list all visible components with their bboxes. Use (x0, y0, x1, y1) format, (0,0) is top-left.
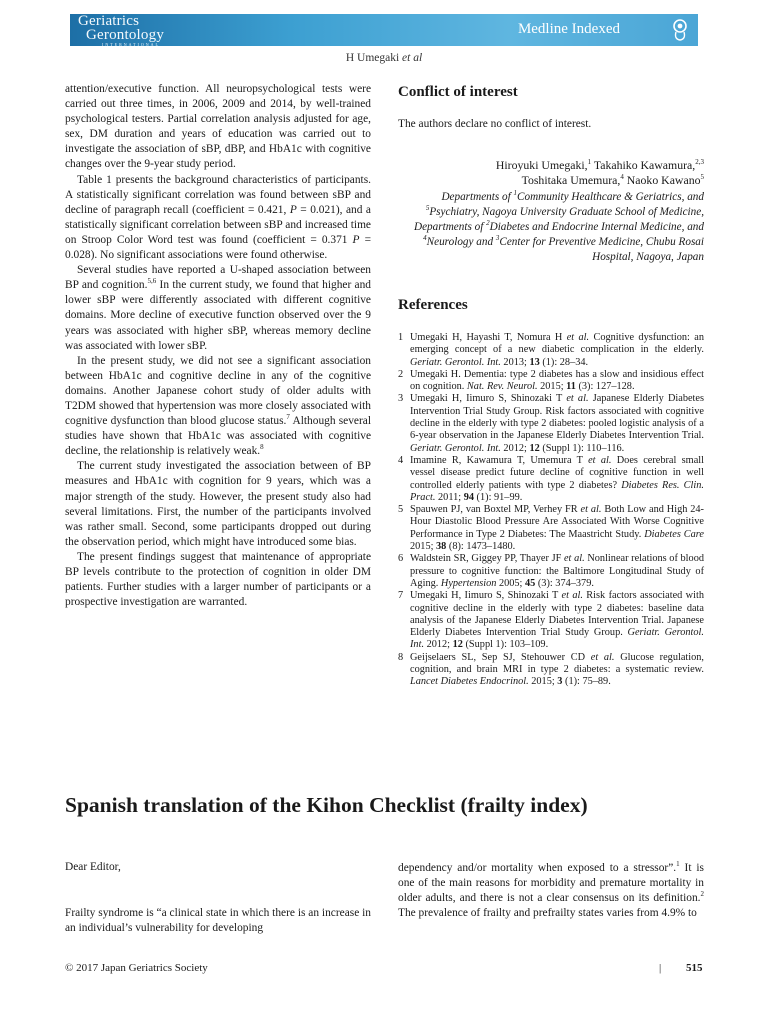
stethoscope-icon (670, 17, 690, 43)
footer-separator: | (659, 962, 662, 974)
affiliation-line: Departments of $^2$Diabetes and Endocrine Internal Medicine, and (414, 219, 704, 233)
body-paragraph: The current study investigated the association between of BP measures and HbA1c with cognition for 9 years, which was a major strength of the study. However, the present study also had several limitations. First, the number of the participants involved was rather small. Second, some participants dropped out during the observation period, which might have introduced some bias. (65, 460, 371, 548)
running-head (0, 52, 768, 64)
left-column-body (65, 82, 371, 610)
copyright-notice: © 2017 Japan Geriatrics Society (65, 962, 208, 974)
affiliation-line: $^5$Psychiatry, Nagoya University Graduate School of Medicine, (425, 204, 704, 218)
reference-number: 3 (398, 393, 404, 405)
body-paragraph: In the present study, we did not see a significant association between HbA1c and cognitive decline in any of the cognitive domains. Another Japanese cohort study of older adults with T2DM showed that hypertension was more closely associated with cognitive dysfunction than blood glucose status.$^7$ Although several studies have shown that HbA1c was associated with cognitive decline, the relationship is relatively weak.$^8$ (65, 354, 371, 458)
reference-number: 8 (398, 651, 404, 663)
body-paragraph: The present findings suggest that maintenance of appropriate BP levels contribute to the protection of cognition in older DM patients. Further studies with a larger number of participants or a prospective investigation are warranted. (65, 550, 371, 609)
author-affiliations (398, 190, 704, 265)
body-paragraph: Several studies have reported a U-shaped association between BP and cognition.$^{5,6}$ In the current study, we found that higher and lower sBP were differently associated with different cognitive domains. More decline of executive function observed over the 9 years was associated with higher sBP, whereas memory decline was associated with lower sBP. (65, 264, 371, 352)
affiliation-line: $^4$Neurology and $^3$Center for Preventive Medicine, Chubu Rosai (423, 234, 704, 248)
medline-indexed-label: Medline Indexed (517, 21, 620, 37)
reference-number: 4 (398, 454, 404, 466)
page-number: 515 (686, 962, 703, 974)
reference-item: 7 Umegaki H, Iimuro S, Shinozaki T et al. Risk factors associated with cognitive decline in the elderly with type 2 diabetes: baseline data analysis of the Japanese Elderly Diabetes Intervention Trial. Japanese Elderly Diabetes Intervention Trial Study Group. Geriatr. Gerontol. Int. 2012; 12 (Suppl 1): 103–109. (398, 590, 704, 651)
affiliation-line: Departments of $^1$Community Healthcare & Geriatrics, and (441, 189, 704, 203)
author-list (398, 158, 704, 188)
body-paragraph: Table 1 presents the background characteristics of participants. A statistically significant correlation was found between sBP and decline of paragraph recall (coefficient = 0.421, P = 0.021), and a statistically significant correlation between sBP and increased time on Stroop Color Word test was found (coefficient = 0.371 P = 0.028). No significant associations were found otherwise. (65, 173, 371, 262)
running-head-etal: et al (402, 52, 423, 64)
reference-item: 6 Waldstein SR, Giggey PP, Thayer JF et al. Nonlinear relations of blood pressure to cognitive function: the Baltimore Longitudinal Study of Aging. Hypertension 2005; 45 (3): 374–379. (398, 553, 704, 589)
letter-intro-left: Frailty syndrome is “a clinical state in which there is an increase in an individual’s vulnerability for developing (65, 907, 371, 935)
reference-item: 2 Umegaki H. Dementia: type 2 diabetes has a slow and insidious effect on cognition. Nat. Rev. Neurol. 2015; 11 (3): 127–128. (398, 368, 704, 393)
letter-intro-right: dependency and/or mortality when exposed to a stressor”.$^1$ It is one of the main reasons for morbidity and premature mortality in older adults, and there is not a clear consensus on its definition.$^2$ The prevalence of frailty and prefrailty states varies from 4.9% to (398, 860, 704, 920)
reference-item: 4 Imamine R, Kawamura T, Umemura T et al. Does cerebral small vessel disease predict future decline of cognitive function in well controlled elderly patients with type 2 diabetes? Diabetes Res. Clin. Pract. 2011; 94 (1): 91–99. (398, 454, 704, 503)
reference-number: 1 (398, 332, 404, 343)
logo-line-2: Gerontology (86, 27, 165, 43)
affiliation-line: Hospital, Nagoya, Japan (592, 251, 704, 263)
reference-number: 5 (398, 504, 404, 516)
logo-line-3: INTERNATIONAL (102, 42, 160, 47)
article-title: Spanish translation of the Kihon Checklist (frailty index) (65, 793, 588, 817)
body-paragraph: attention/executive function. All neuropsychological tests were carried out three times, in 2006, 2009 and 2014, by well-trained psychological testers. Partial correlation analysis adjusted for age, sex, DM duration and years of education was carried out to investigate the association of sBP, dBP, and HbA1c with cognitive changes over the 9-year study period. (65, 83, 371, 171)
letter-salutation: Dear Editor, (65, 861, 121, 873)
logo-line-1: Geriatrics (78, 13, 140, 29)
running-head-author: H Umegaki (345, 52, 400, 64)
conflict-of-interest-text: The authors declare no conflict of interest. (398, 118, 592, 130)
journal-banner (70, 14, 698, 46)
reference-item: 1 Umegaki H, Hayashi T, Nomura H et al. Cognitive dysfunction: an emerging concept of a new diabetic complication in the elderly. Geriatr. Gerontol. Int. 2013; 13 (1): 28–34. (398, 332, 704, 368)
author-line: Hiroyuki Umegaki,$^1$ Takahiko Kawamura,$^{2,3}$ (495, 158, 704, 172)
reference-item: 8 Geijselaers SL, Sep SJ, Stehouwer CD et al. Glucose regulation, cognition, and brain MRI in type 2 diabetes: a systematic review. Lancet Diabetes Endocrinol. 2015; 3 (1): 75–89. (398, 651, 705, 688)
author-line: Toshitaka Umemura,$^4$ Naoko Kawano$^5$ (521, 173, 704, 187)
journal-logo (78, 14, 164, 47)
reference-item: 3 Umegaki H, Iimuro S, Shinozaki T et al. Japanese Elderly Diabetes Intervention Trial Study Group. Risk factors associated with cognitive decline in the elderly with type 2 diabetes: pooled logistic analysis of a 6-year observation in the Japanese Elderly Diabetes Intervention Trial. Geriatr. Gerontol. Int. 2012; 12 (Suppl 1): 110–116. (398, 393, 704, 454)
reference-number: 6 (398, 553, 404, 565)
reference-number: 7 (398, 590, 404, 602)
conflict-of-interest-heading: Conflict of interest (398, 84, 518, 100)
reference-item: 5 Spauwen PJ, van Boxtel MP, Verhey FR et al. Both Low and High 24-Hour Diastolic Blood Pressure Are Associated With Worse Cognitive Performance in Type 2 Diabetes: The Maastricht Study. Diabetes Care 2015; 38 (8): 1473–1480. (398, 504, 704, 553)
reference-number: 2 (398, 368, 404, 380)
reference-list (398, 332, 704, 689)
references-heading: References (398, 297, 468, 313)
